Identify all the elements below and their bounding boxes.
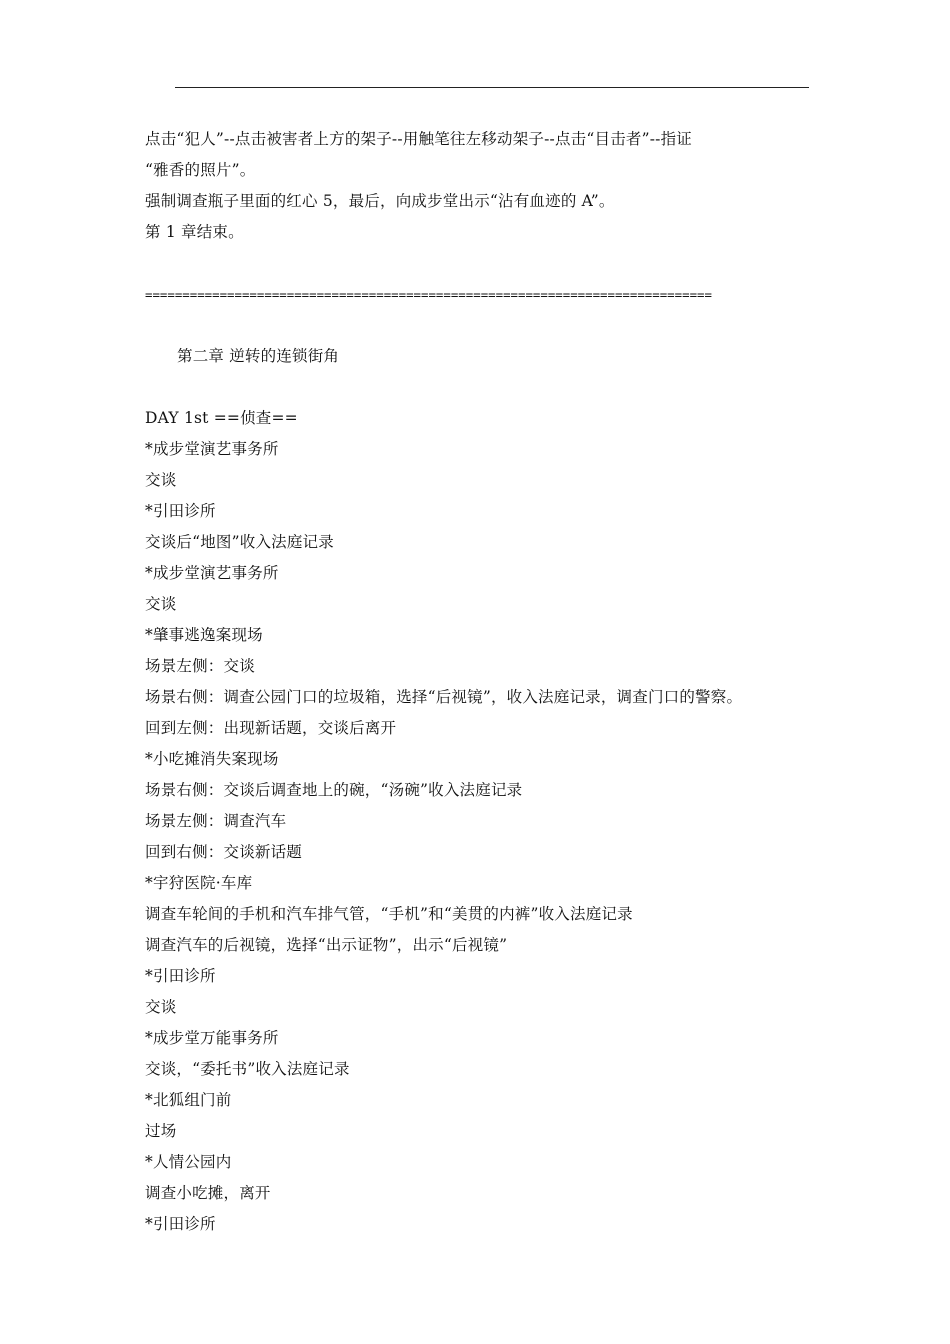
day-heading: DAY 1st ==侦查== bbox=[145, 409, 298, 427]
walkthrough-step: 调查小吃摊，离开 bbox=[145, 1184, 271, 1202]
walkthrough-step: 调查汽车的后视镜，选择“出示证物”，出示“后视镜” bbox=[145, 936, 508, 954]
walkthrough-step: 场景右侧：调查公园门口的垃圾箱，选择“后视镜”，收入法庭记录，调查门口的警察。 bbox=[145, 688, 743, 706]
document-body bbox=[145, 124, 815, 1240]
paragraph-line: 点击“犯人”--点击被害者上方的架子--用触笔往左移动架子--点击“目击者”--指证 bbox=[145, 130, 692, 148]
walkthrough-step: 回到左侧：出现新话题，交谈后离开 bbox=[145, 719, 397, 737]
paragraph-line: 第 1 章结束。 bbox=[145, 223, 244, 241]
blank-line bbox=[145, 248, 815, 279]
walkthrough-step: *北狐组门前 bbox=[145, 1091, 232, 1109]
walkthrough-step: 交谈 bbox=[145, 595, 177, 613]
walkthrough-step: 场景左侧：调查汽车 bbox=[145, 812, 287, 830]
walkthrough-step: *引田诊所 bbox=[145, 967, 216, 985]
walkthrough-step: *引田诊所 bbox=[145, 502, 216, 520]
header-rule bbox=[175, 87, 809, 88]
walkthrough-step: *成步堂万能事务所 bbox=[145, 1029, 279, 1047]
walkthrough-step: 交谈 bbox=[145, 471, 177, 489]
paragraph-line: “雅香的照片”。 bbox=[145, 161, 256, 179]
walkthrough-step: 交谈后“地图”收入法庭记录 bbox=[145, 533, 334, 551]
walkthrough-step: 回到右侧：交谈新话题 bbox=[145, 843, 303, 861]
walkthrough-step: 调查车轮间的手机和汽车排气管，“手机”和“美贯的内裤”收入法庭记录 bbox=[145, 905, 633, 923]
walkthrough-step: 过场 bbox=[145, 1122, 177, 1140]
walkthrough-step: 交谈，“委托书”收入法庭记录 bbox=[145, 1060, 350, 1078]
walkthrough-step: 场景右侧：交谈后调查地上的碗，“汤碗”收入法庭记录 bbox=[145, 781, 523, 799]
walkthrough-step: *人情公园内 bbox=[145, 1153, 232, 1171]
chapter-title: 第二章 逆转的连锁街角 bbox=[177, 347, 340, 365]
walkthrough-step: *宇狩医院·车库 bbox=[145, 874, 253, 892]
walkthrough-steps bbox=[145, 434, 815, 1240]
walkthrough-step: *小吃摊消失案现场 bbox=[145, 750, 279, 768]
walkthrough-step: 交谈 bbox=[145, 998, 177, 1016]
section-separator: ============================================================================ bbox=[145, 287, 712, 302]
walkthrough-step: *引田诊所 bbox=[145, 1215, 216, 1233]
walkthrough-step: 场景左侧：交谈 bbox=[145, 657, 255, 675]
blank-line bbox=[145, 310, 815, 341]
paragraph-line: 强制调查瓶子里面的红心 5，最后，向成步堂出示“沾有血迹的 A”。 bbox=[145, 192, 615, 210]
walkthrough-step: *成步堂演艺事务所 bbox=[145, 564, 279, 582]
walkthrough-step: *肇事逃逸案现场 bbox=[145, 626, 263, 644]
blank-line bbox=[145, 372, 815, 403]
walkthrough-step: *成步堂演艺事务所 bbox=[145, 440, 279, 458]
